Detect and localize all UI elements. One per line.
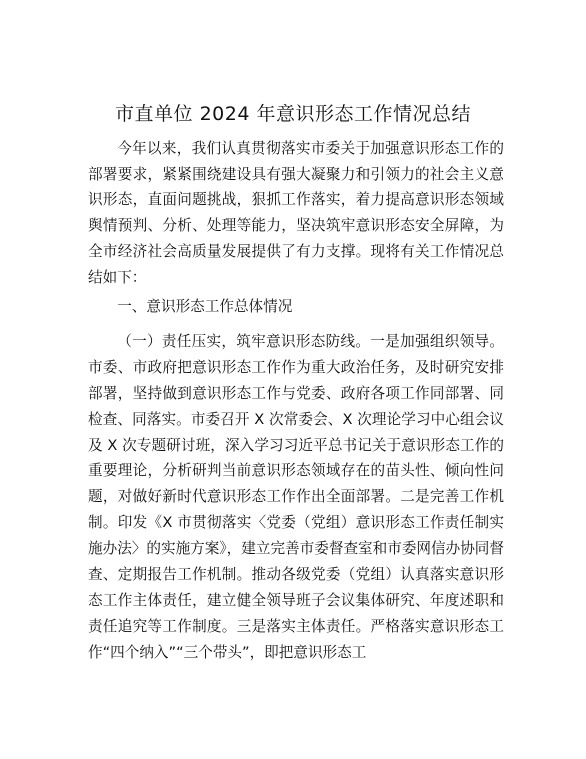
section-paragraph: （一）责任压实，筑牢意识形态防线。一是加强组织领导。市委、市政府把意识形态工作作为重大政治任务，及时研究安排部署，坚持做到意识形态工作与党委、政府各项工作同部署、同检查、同落实。市委召开 X 次常委会、X 次理论学习中心组会议及 X 次专题研讨班，深入学习习近平总书记关于意识形态工作的重要理论，分析研判当前意识形态领域存在的苗头性、倾向性问题，对做好新时代意识形态工作作出全面部署。二是完善工作机制。印发《X 市贯彻落实〈党委（党组）意识形态工作责任制实施办法〉的实施方案》，建立完善市委督查室和市委网信办协同督查、定期报告工作机制。推动各级党委（党组）认真落实意识形态工作主体责任，建立健全领导班子会议集体研究、年度述职和责任追究等工作制度。三是落实主体责任。严格落实意识形态工作“四个纳入”“三个带头”，即把意识形态工 (88, 332, 504, 661)
document-body (88, 136, 504, 666)
section-heading: 一、意识形态工作总体情况 (117, 298, 293, 316)
document-title: 市直单位 2024 年意识形态工作情况总结 (115, 103, 471, 125)
intro-paragraph: 今年以来，我们认真贯彻落实市委关于加强意识形态工作的部署要求，紧紧围绕建设具有强大凝聚力和引领力的社会主义意识形态，直面问题挑战，狠抓工作落实，着力提高意识形态领域舆情预判、分析、处理等能力，坚决筑牢意识形态安全屏障，为全市经济社会高质量发展提供了有力支撑。现将有关工作情况总结如下： (88, 140, 504, 286)
